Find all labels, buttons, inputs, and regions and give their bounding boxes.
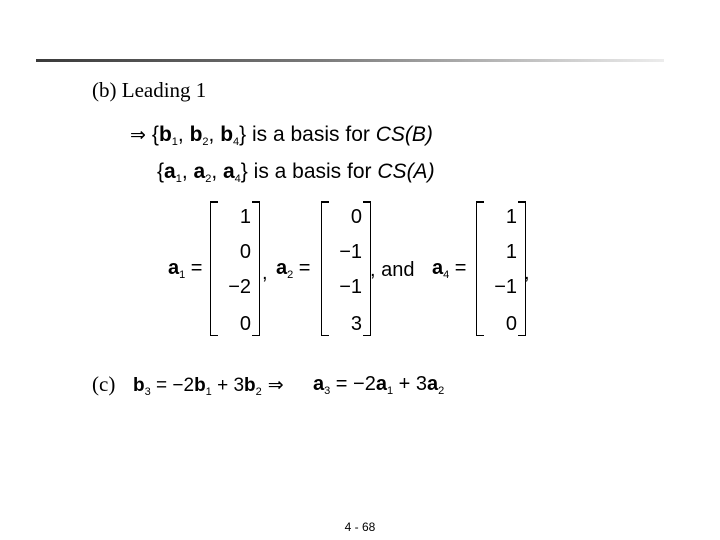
matrix-entry: 1: [505, 206, 517, 228]
set-open-brace: {: [157, 160, 165, 183]
equals-sign: =: [185, 257, 203, 279]
coefficient: + 3: [393, 373, 428, 395]
matrix-entry: 0: [505, 313, 517, 335]
vector-b4: b: [220, 123, 234, 146]
vector-b2: b: [244, 375, 256, 396]
vector-a1-label: [168, 257, 203, 281]
equals-sign: =: [449, 257, 467, 279]
part-b-heading: (b) Leading 1: [92, 78, 207, 102]
column-space: CS: [377, 160, 407, 183]
sub-3: 3: [324, 385, 331, 397]
matrix-arg: (B): [404, 123, 433, 146]
set-close-brace: }: [240, 160, 248, 183]
separator-comma: ,: [262, 262, 268, 284]
vector-a1-matrix: [210, 201, 260, 336]
implies-arrow-icon: ⇒: [261, 374, 284, 396]
basis-of-cs-a: {$a_1$, $a_2$, $a_4$} is a basis for CS(A): [157, 160, 435, 185]
vector-a4-label: [432, 257, 467, 281]
matrix-arg: (A): [406, 160, 435, 183]
set-close-brace: }: [239, 123, 247, 146]
matrix-entry: 3: [350, 313, 362, 335]
coefficient: = −2: [150, 375, 195, 396]
matrix-entry: 1: [505, 241, 517, 263]
basis-text: is a basis for: [247, 160, 378, 183]
matrix-entry: −2: [228, 276, 251, 298]
sub-1: 1: [386, 385, 394, 397]
b3-dependence-equation: [133, 374, 284, 398]
vector-a2-matrix: [321, 201, 371, 336]
vector-a2: a: [193, 160, 206, 183]
sub-2: 2: [438, 385, 445, 397]
vector-name: a: [276, 257, 288, 279]
matrix-entry: 0: [239, 313, 251, 335]
matrix-entry: 0: [350, 206, 362, 228]
part-c-label: (c): [92, 372, 116, 396]
a3-dependence-equation: [313, 373, 444, 397]
vector-sub: 4: [443, 269, 450, 281]
vector-a4: a: [222, 160, 235, 183]
vector-a2-label: [276, 257, 311, 281]
coefficient: = −2: [330, 373, 376, 395]
vector-a4-matrix: [476, 201, 526, 336]
vector-name: a: [168, 257, 180, 279]
equals-sign: =: [293, 257, 311, 279]
vector-sub: 2: [287, 269, 294, 281]
matrix-entry: 0: [239, 241, 251, 263]
and-connector: , and: [370, 259, 415, 281]
vector-name: a: [432, 257, 444, 279]
basis-of-cs-b: ⇒ {$b_1$, $b_2$, $b_4$} is a basis for CS(B): [130, 123, 433, 148]
column-space: CS: [375, 123, 405, 146]
sub-1: 1: [171, 136, 178, 148]
sub-4: 4: [234, 173, 241, 185]
sub-2: 2: [205, 173, 212, 185]
vector-a1: a: [164, 160, 176, 183]
vector-b3: b: [133, 375, 145, 396]
vector-a3: a: [313, 373, 325, 395]
separator-comma: ,: [524, 262, 530, 284]
basis-text: is a basis for: [246, 123, 376, 146]
vector-a2: a: [427, 373, 439, 395]
sub-2: 2: [255, 386, 262, 398]
sub-2: 2: [202, 136, 209, 148]
page-number: 4 - 68: [344, 520, 376, 534]
sub-1: 1: [175, 173, 182, 185]
matrix-entry: −1: [339, 241, 362, 263]
vector-sub: 1: [179, 269, 186, 281]
matrix-entry: −1: [339, 276, 362, 298]
vector-b1: b: [158, 123, 172, 146]
vector-a1: a: [375, 373, 387, 395]
matrix-entry: 1: [239, 206, 251, 228]
title-rule: [36, 59, 664, 62]
vector-b1: b: [194, 375, 206, 396]
set-open-brace: {: [151, 123, 159, 146]
vector-b2: b: [189, 123, 203, 146]
sub-3: 3: [144, 386, 151, 398]
implies-arrow-icon: ⇒: [130, 124, 146, 146]
sub-4: 4: [233, 136, 240, 148]
matrix-entry: −1: [494, 276, 517, 298]
coefficient: + 3: [211, 375, 245, 396]
sub-1: 1: [205, 386, 212, 398]
